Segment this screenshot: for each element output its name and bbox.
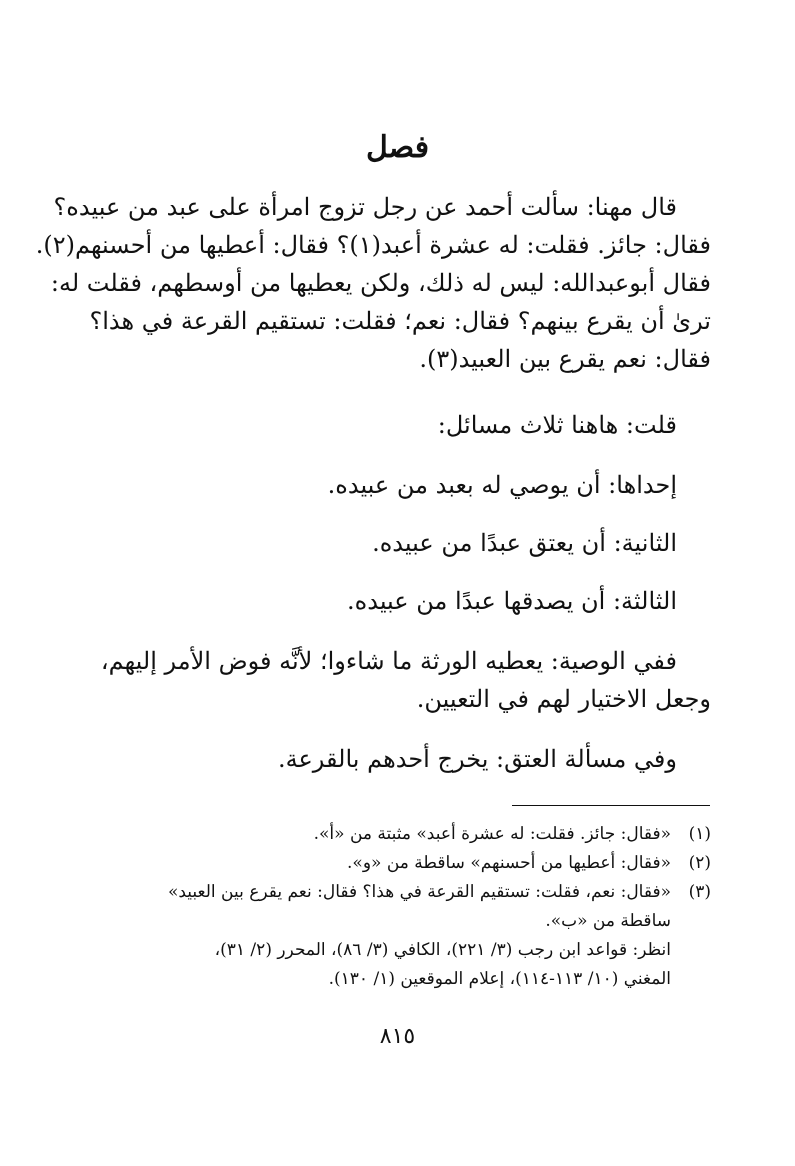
text-line: قال مهنا: سألت أحمد عن رجل تزوج امرأة على عبد من عبيده؟ [53, 193, 677, 221]
footnote-continuation: ساقطة من «ب». [545, 911, 671, 931]
footnote-divider [512, 805, 710, 806]
text-line: فقال أبوعبدالله: ليس له ذلك، ولكن يعطيها من أوسطهم، فقلت له: [50, 269, 711, 297]
footnote-text: «فقال: جائز. فقلت: له عشرة أعبد» مثبتة من «أ». [313, 824, 671, 844]
footnote-2 [84, 849, 711, 878]
paragraph-question [35, 188, 711, 378]
paragraph-second [98, 524, 711, 562]
text-line: ففي الوصية: يعطيه الورثة ما شاءوا؛ لأنَّه فوض الأمر إليهم، [100, 647, 677, 675]
paragraph-first [98, 466, 711, 504]
text-line: الثالثة: أن يصدقها عبدًا من عبيده. [347, 587, 677, 615]
paragraph-bequest [98, 642, 711, 718]
paragraph-third [98, 582, 711, 620]
section-title: فصل [365, 130, 430, 165]
paragraph-issues [98, 406, 711, 444]
page-number: ٨١٥ [379, 1024, 416, 1049]
text-line: قلت: هاهنا ثلاث مسائل: [437, 411, 677, 439]
footnote-1 [84, 820, 711, 849]
text-line: ترىٰ أن يقرع بينهم؟ فقال: نعم؛ فقلت: تستقيم القرعة في هذا؟ [89, 307, 711, 335]
footnote-continuation: انظر: قواعد ابن رجب (٣/ ٢٢١)، الكافي (٣/ ٨٦)، المحرر (٢/ ٣١)، [214, 940, 671, 960]
paragraph-manumission [98, 740, 711, 778]
footnote-number: (١) [688, 824, 711, 844]
footnote-number: (٢) [688, 853, 711, 873]
footnote-text: «فقال: نعم، فقلت: تستقيم القرعة في هذا؟ فقال: نعم يقرع بين العبيد» [167, 882, 671, 902]
footnote-continuation: المغني (١٠/ ١١٣-١١٤)، إعلام الموقعين (١/ ١٣٠). [328, 969, 671, 989]
footnote-3 [84, 878, 711, 907]
footnotes [84, 820, 711, 994]
footnote-text: «فقال: أعطيها من أحسنهم» ساقطة من «و». [347, 853, 671, 873]
text-line: إحداها: أن يوصي له بعبد من عبيده. [327, 471, 677, 499]
text-line: الثانية: أن يعتق عبدًا من عبيده. [372, 529, 677, 557]
text-line: وفي مسألة العتق: يخرج أحدهم بالقرعة. [277, 745, 677, 773]
footnote-number: (٣) [688, 882, 711, 902]
text-line: وجعل الاختيار لهم في التعيين. [416, 685, 711, 713]
text-line: فقال: نعم يقرع بين العبيد(٣). [419, 345, 711, 373]
text-line: فقال: جائز. فقلت: له عشرة أعبد(١)؟ فقال: أعطيها من أحسنهم(٢). [35, 231, 711, 259]
